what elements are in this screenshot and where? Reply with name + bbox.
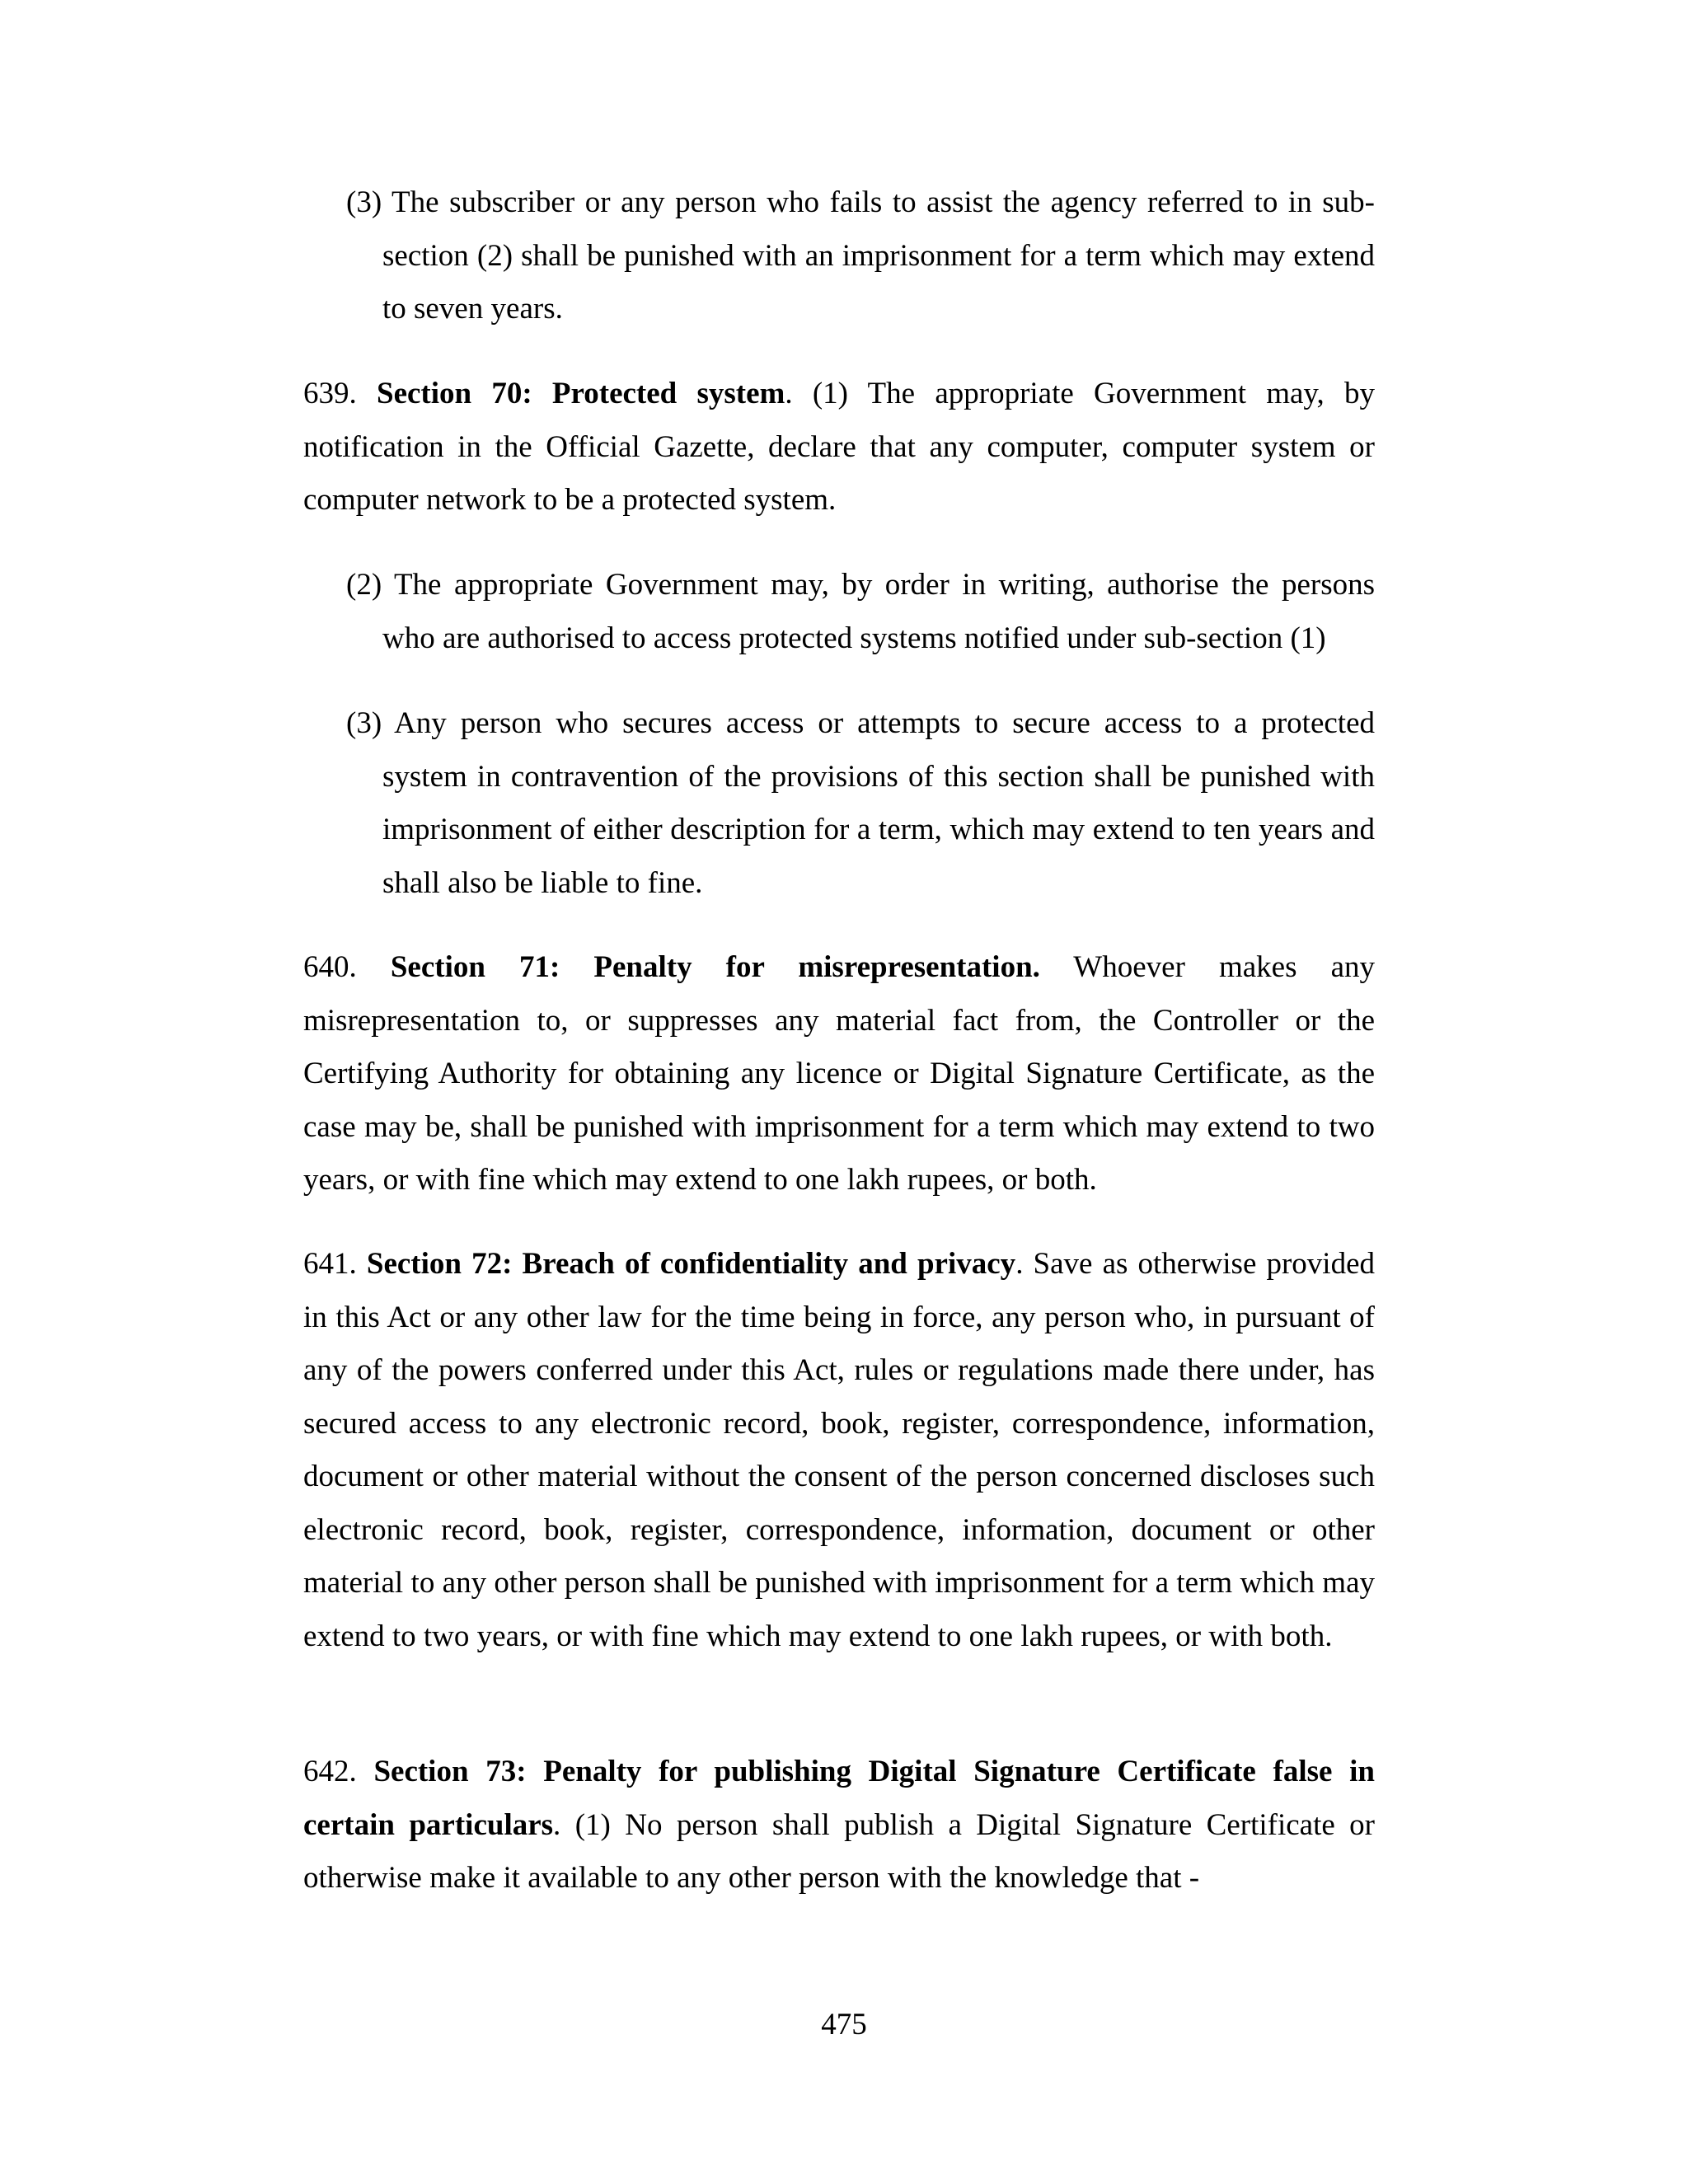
page-number: 475 (821, 2008, 867, 2041)
subsection-639-2: (2) The appropriate Government may, by order in writing, authorise the persons who are authorised to access protected systems notified under sub-section (1) (346, 568, 1375, 655)
subsection-639-3: (3) Any person who secures access or attempts to secure access to a protected system in contravention of the provisions of this section shall be punished with imprisonment of either description for a term, which may extend to ten years and shall also be liable to fine. (346, 706, 1375, 900)
paragraph-number: 640. (303, 950, 391, 984)
section-heading: Section 70: Protected system (377, 377, 785, 410)
section-heading: Section 72: Breach of confidentiality and privacy (366, 1247, 1016, 1281)
paragraph-641 (303, 1238, 1375, 1663)
section-heading: Section 73: Penalty for publishing Digital Signature Certificate false in certain particulars (303, 1755, 1375, 1842)
paragraph-642 (303, 1746, 1375, 1905)
paragraph-body: . Save as otherwise provided in this Act or any other law for the time being in force, any person who, in pursuant of any of the powers conferred under this Act, rules or regulations made there under, has secured access to any electronic record, book, register, correspondence, information, document or other material without the consent of the person concerned discloses such electronic record, book, register, correspondence, information, document or other material to any other person shall be punished with imprisonment for a term which may extend to two years, or with fine which may extend to one lakh rupees, or with both. (303, 1247, 1376, 1653)
paragraph-body: . (1) The appropriate Government may, by notification in the Official Gazette, declare that any computer, computer system or computer network to be a protected system. (303, 377, 1376, 517)
paragraph-body: . (1) No person shall publish a Digital Signature Certificate or otherwise make it available to any other person with the knowledge that - (303, 1807, 1375, 1895)
paragraph-640 (303, 941, 1375, 1207)
subsection-3-assist-agency: (3) The subscriber or any person who fails to assist the agency referred to in sub-section (2) shall be punished with an imprisonment for a term which may extend to seven years. (346, 185, 1375, 326)
paragraph-639 (303, 368, 1375, 527)
paragraph-number: 642. (303, 1755, 374, 1788)
section-heading: Section 71: Penalty for misrepresentation. (390, 950, 1040, 984)
paragraph-body: Whoever makes any misrepresentation to, or suppresses any material fact from, the Controller or the Certifying Authority for obtaining any licence or Digital Signature Certificate, as the case may be, shall be punished with imprisonment for a term which may extend to two years, or with fine which may extend to one lakh rupees, or both. (303, 950, 1375, 1197)
paragraph-number: 639. (303, 377, 377, 410)
paragraph-number: 641. (303, 1247, 367, 1281)
